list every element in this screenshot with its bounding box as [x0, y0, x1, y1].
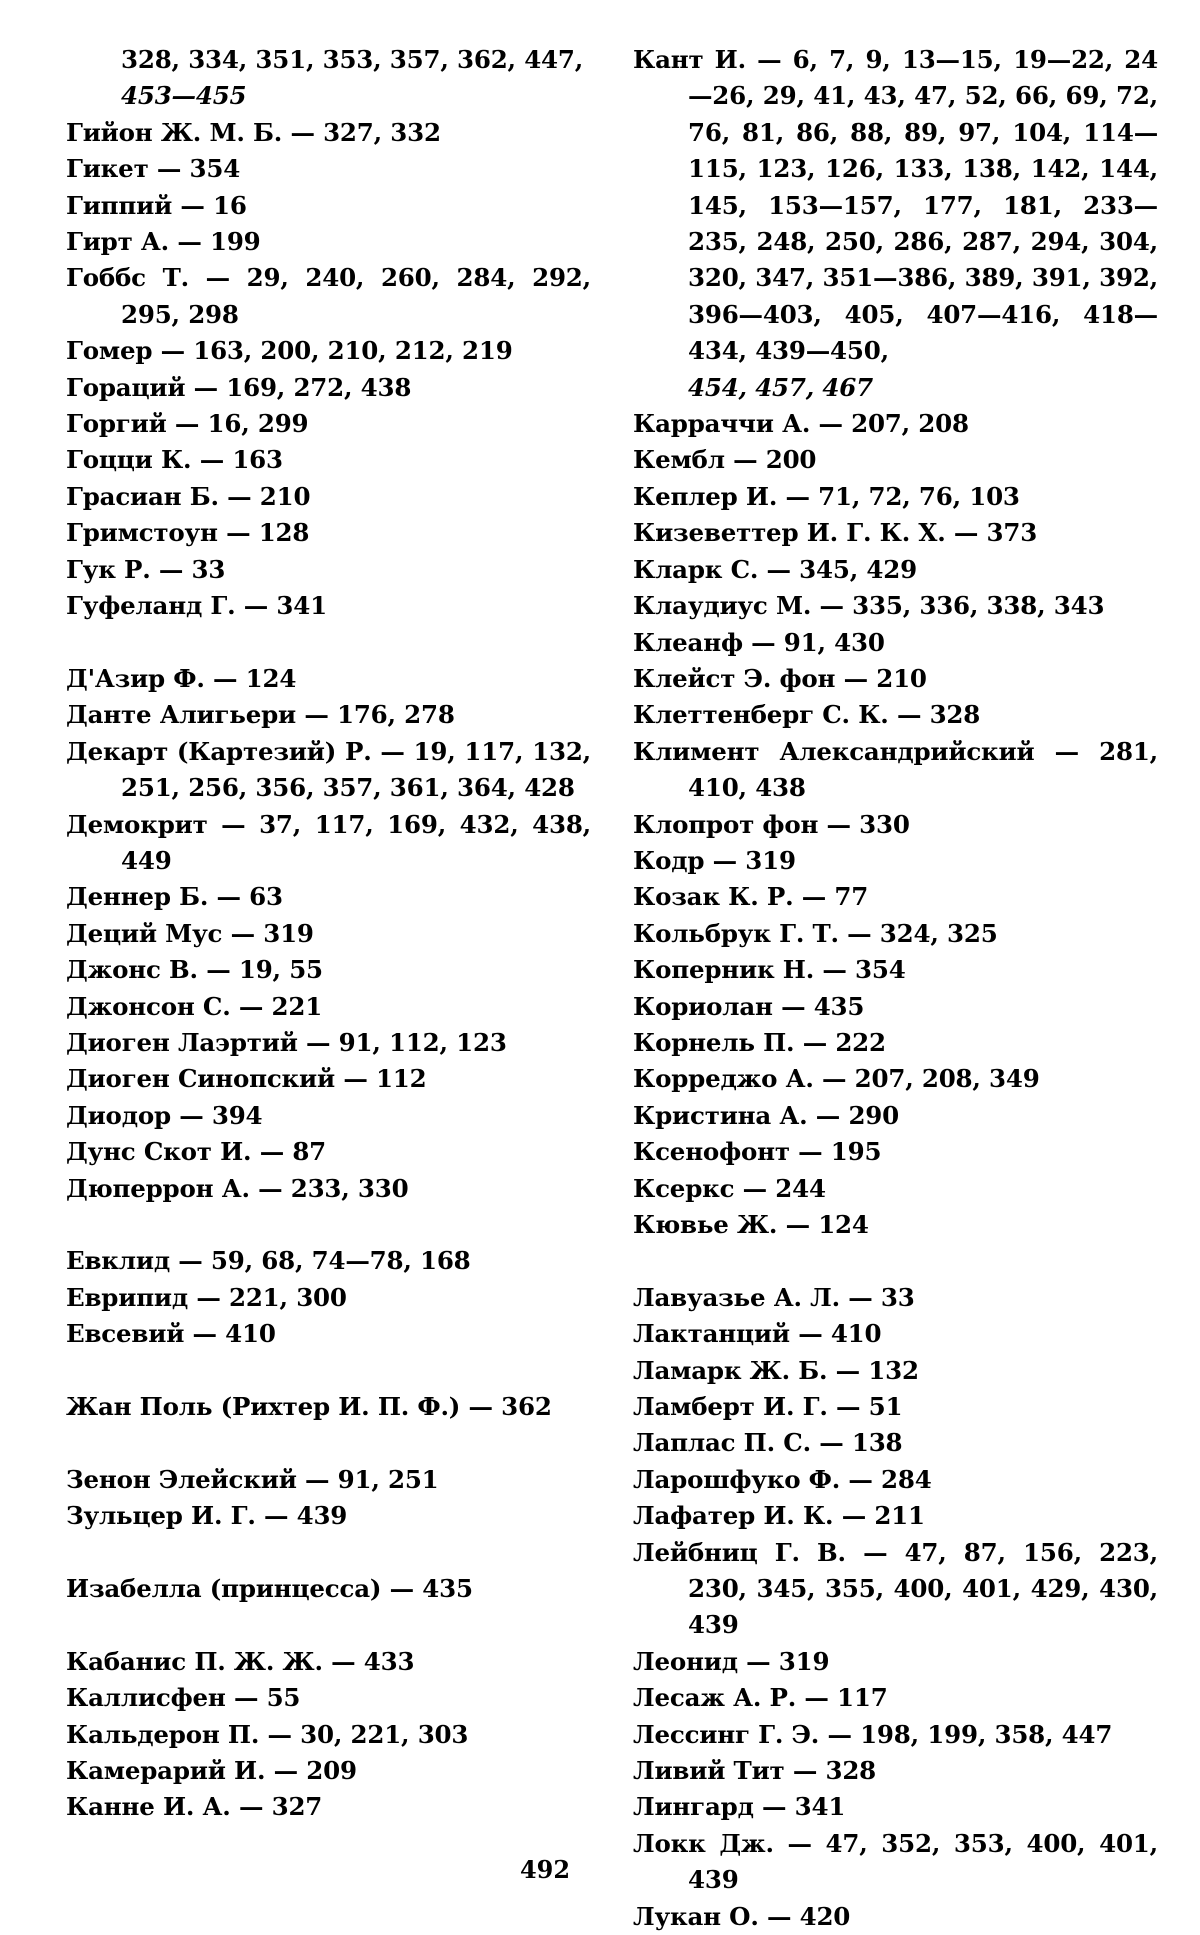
index-column-right [633, 42, 1158, 1935]
index-entry: 454, 457, 467 [688, 372, 873, 402]
index-entry: Кольбрук Г. Т. — 324, 325 [633, 918, 998, 948]
index-entry: Лейбниц Г. В. — 47, 87, 156, 223, 230, 345, 355, 400, 401, 429, 430, 439 [633, 1537, 1158, 1640]
index-entry: Камерарий И. — 209 [66, 1756, 357, 1785]
index-entry: Гук Р. — 33 [66, 554, 226, 584]
index-entry: Лаплас П. С. — 138 [633, 1428, 903, 1458]
index-entry: Клеанф — 91, 430 [633, 627, 885, 657]
index-entry: Лингард — 341 [633, 1792, 846, 1822]
index-entry: Гораций — 169, 272, 438 [66, 372, 412, 402]
index-entry: Кювье Ж. — 124 [633, 1210, 869, 1239]
index-entry: Дунс Скот И. — 87 [66, 1137, 327, 1167]
index-entry: Изабелла (принцесса) — 435 [66, 1573, 473, 1603]
index-entry: Кальдерон П. — 30, 221, 303 [66, 1719, 469, 1749]
index-entry: Канне И. А. — 327 [66, 1792, 323, 1822]
index-entry: Лессинг Г. Э. — 198, 199, 358, 447 [633, 1719, 1113, 1749]
index-entry: Кларк С. — 345, 429 [633, 554, 917, 584]
index-entry: Каллисфен — 55 [66, 1683, 301, 1713]
index-entry: Леонид — 319 [633, 1646, 830, 1676]
index-entry: Евсевий — 410 [66, 1319, 276, 1349]
index-entry: Клопрот фон — 330 [633, 809, 910, 839]
index-entry: Еврипид — 221, 300 [66, 1282, 347, 1312]
index-entry: Евклид — 59, 68, 74—78, 168 [66, 1246, 471, 1276]
index-entry: Деннер Б. — 63 [66, 882, 283, 912]
index-entry: Декарт (Картезий) Р. — 19, 117, 132, 251, 256, 356, 357, 361, 364, 428 [66, 736, 591, 803]
index-entry: Гоббс Т. — 29, 240, 260, 284, 292, 295, 298 [66, 263, 591, 329]
index-entry: Кант И. — 6, 7, 9, 13—15, 19—22, 24—26, 29, 41, 43, 47, 52, 66, 69, 72, 76, 81, 86, 88, 89, 97, 104, 114—115, 123, 126, 133, 138, 142, 144, 145, 153—157, 177, 181, 233—235, 248, 250, 286, 287, 294, 304, 320, 347, 351—386, 389, 391, 392, 396—403, 405, 407—416, 418—434, 439—450, [633, 45, 1158, 366]
index-entry: Грасиан Б. — 210 [66, 481, 311, 511]
index-entry: Гоцци К. — 163 [66, 445, 283, 475]
index-entry: Корреджо А. — 207, 208, 349 [633, 1064, 1040, 1094]
index-entry: Карраччи А. — 207, 208 [633, 409, 969, 439]
entry-gap [66, 1425, 591, 1461]
index-entry: Ливий Тит — 328 [633, 1756, 877, 1786]
index-entry: Горгий — 16, 299 [66, 409, 309, 439]
index-entry: Клейст Э. фон — 210 [633, 663, 927, 693]
entry-gap [66, 1607, 591, 1643]
index-entry: Данте Алигьери — 176, 278 [66, 700, 455, 730]
index-entry: Гиппий — 16 [66, 190, 247, 220]
index-entry: Клеттенберг С. К. — 328 [633, 700, 981, 730]
index-entry: Гирт А. — 199 [66, 227, 261, 257]
index-entry: Кизеветтер И. Г. К. Х. — 373 [633, 518, 1038, 548]
index-entry: Диоген Лаэртий — 91, 112, 123 [66, 1027, 507, 1057]
index-entry: Джонс В. — 19, 55 [66, 955, 323, 985]
index-entry: Кеплер И. — 71, 72, 76, 103 [633, 481, 1020, 511]
index-entry: Лукан О. — 420 [633, 1901, 851, 1931]
index-entry: Локк Дж. — 47, 352, 353, 400, 401, 439 [633, 1828, 1158, 1895]
index-entry: Гомер — 163, 200, 210, 212, 219 [66, 336, 513, 366]
index-entry: Джонсон С. — 221 [66, 991, 323, 1021]
index-entry: Клаудиус М. — 335, 336, 338, 343 [633, 591, 1105, 621]
index-entry: Зульцер И. Г. — 439 [66, 1501, 348, 1531]
index-entry: Ламберт И. Г. — 51 [633, 1392, 903, 1422]
index-entry: Лесаж А. Р. — 117 [633, 1683, 888, 1713]
index-entry: Дюперрон А. — 233, 330 [66, 1173, 409, 1203]
index-entry: 328, 334, 351, 353, 357, 362, 447, [121, 45, 584, 74]
index-entry: Ламарк Ж. Б. — 132 [633, 1355, 919, 1385]
index-entry: Козак К. Р. — 77 [633, 882, 869, 912]
entry-gap [633, 1243, 1158, 1279]
index-entry: Корнель П. — 222 [633, 1027, 886, 1057]
index-entry: Гримстоун — 128 [66, 518, 310, 548]
index-entry: Кембл — 200 [633, 445, 817, 475]
entry-gap [66, 625, 591, 661]
index-entry: Лавуазье А. Л. — 33 [633, 1282, 915, 1312]
index-entry: Коперник Н. — 354 [633, 955, 906, 985]
entry-gap [66, 1353, 591, 1389]
index-entry: Ларошфуко Ф. — 284 [633, 1464, 932, 1494]
page-number: 492 [519, 1855, 571, 1884]
index-entry: Д'Азир Ф. — 124 [66, 663, 297, 693]
index-entry: Лактанций — 410 [633, 1319, 882, 1349]
index-entry: Кодр — 319 [633, 845, 796, 875]
index-entry: Лафатер И. К. — 211 [633, 1501, 925, 1531]
index-entry: Деций Мус — 319 [66, 918, 314, 948]
index-column-left [66, 42, 591, 1826]
index-entry: Жан Поль (Рихтер И. П. Ф.) — 362 [66, 1391, 552, 1421]
index-entry: Кристина А. — 290 [633, 1100, 899, 1130]
index-entry: Ксеркс — 244 [633, 1173, 826, 1203]
index-entry: Диодор — 394 [66, 1100, 263, 1130]
index-entry: Кориолан — 435 [633, 991, 865, 1021]
index-entry: Гикет — 354 [66, 154, 241, 184]
index-entry: Гуфеланд Г. — 341 [66, 591, 327, 621]
index-entry: Зенон Элейский — 91, 251 [66, 1464, 439, 1494]
entry-gap [66, 1535, 591, 1571]
index-entry: Кабанис П. Ж. Ж. — 433 [66, 1646, 415, 1676]
index-entry: Климент Александрийский — 281, 410, 438 [633, 736, 1158, 803]
index-entry: Ксенофонт — 195 [633, 1137, 882, 1167]
index-entry: 453—455 [121, 81, 247, 111]
index-entry: Демокрит — 37, 117, 169, 432, 438, 449 [66, 809, 591, 875]
index-entry: Гийон Ж. М. Б. — 327, 332 [66, 117, 441, 147]
index-entry: Диоген Синопский — 112 [66, 1064, 427, 1094]
entry-gap [66, 1207, 591, 1243]
